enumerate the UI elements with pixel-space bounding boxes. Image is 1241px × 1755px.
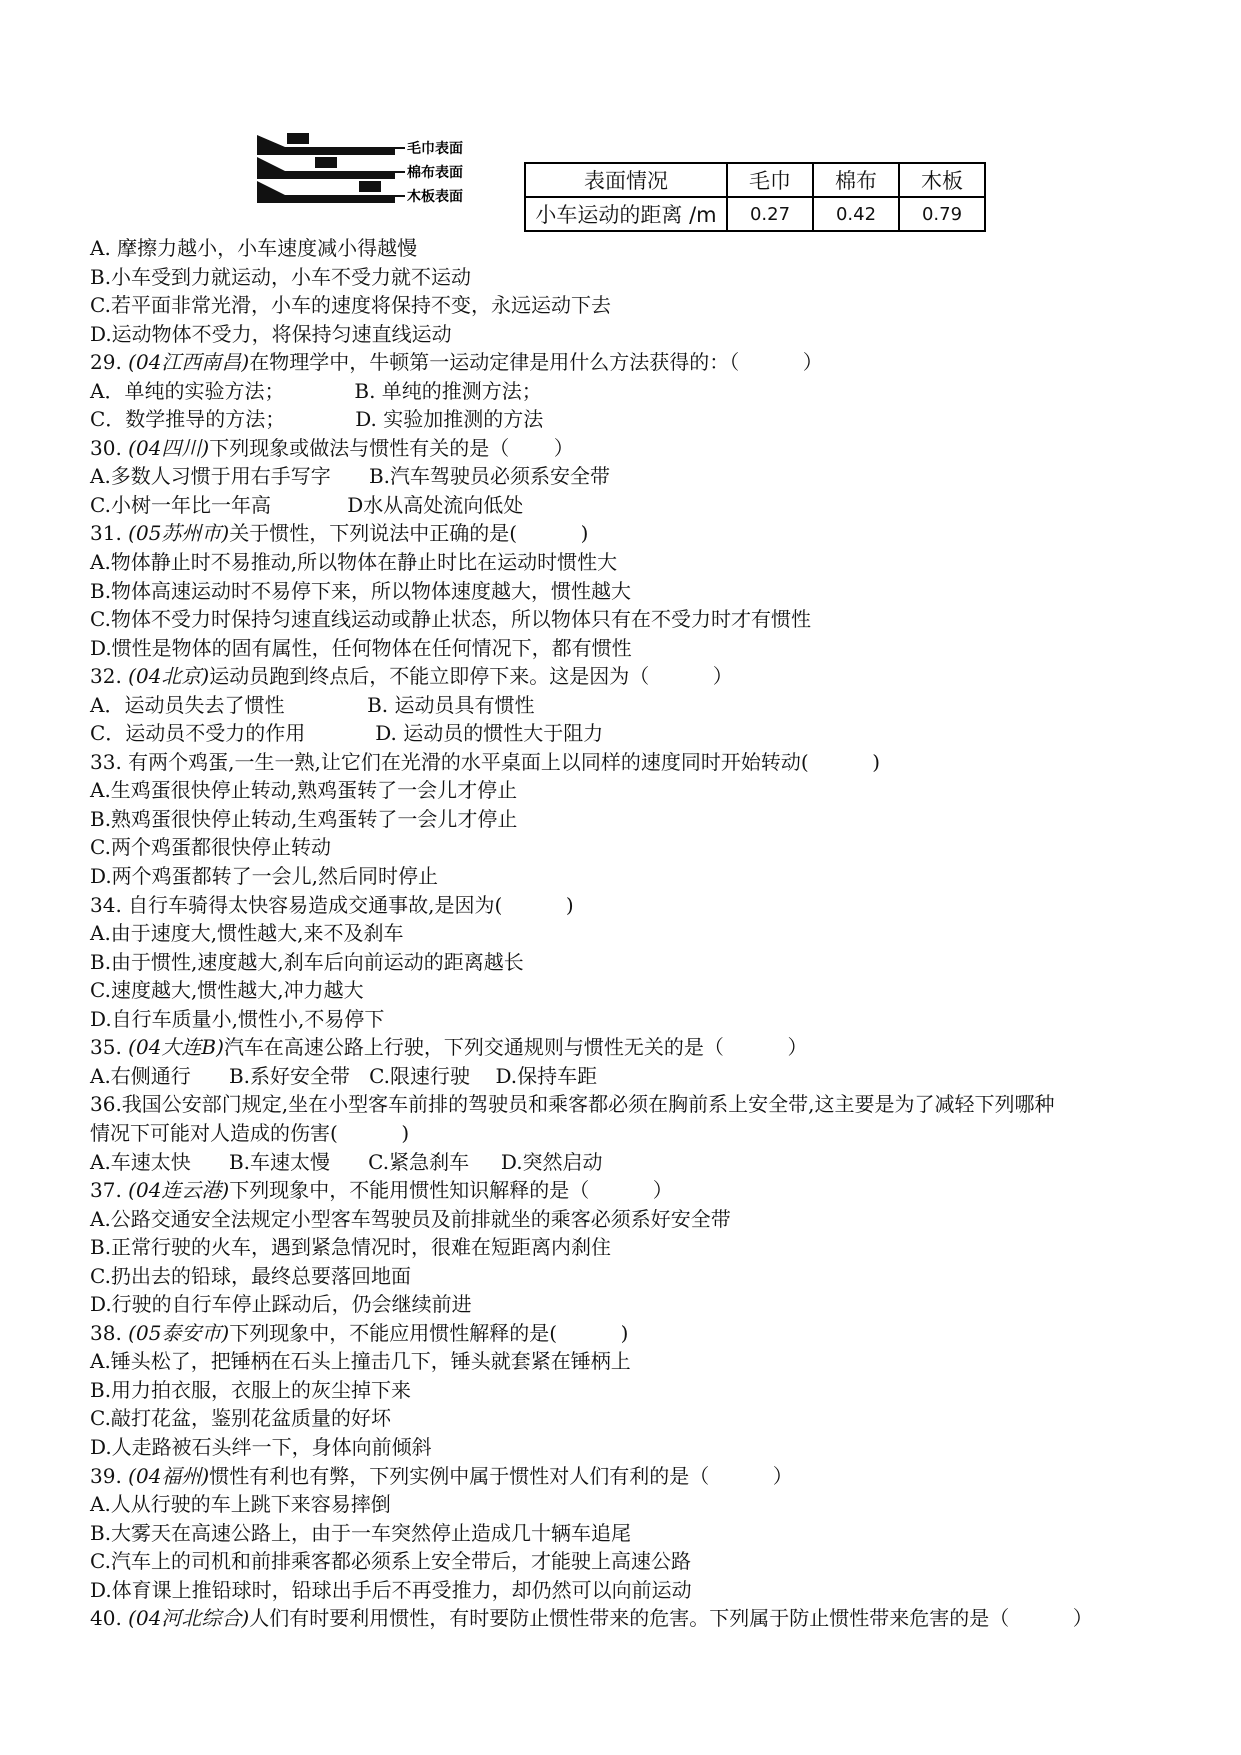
text-line [90, 1290, 1190, 1319]
header-wood: 木板 [899, 163, 985, 197]
text-line [90, 434, 1190, 463]
line-text: 35. [90, 1035, 129, 1060]
text-line [90, 1176, 1190, 1205]
line-text: 37. [90, 1178, 129, 1203]
line-text: C.若平面非常光滑，小车的速度将保持不变，永远运动下去 [90, 293, 611, 318]
text-line [90, 348, 1190, 377]
text-line [90, 862, 1190, 891]
line-text: 31. [90, 521, 129, 546]
text-line [90, 263, 1190, 292]
line-text: 惯性有利也有弊，下列实例中属于惯性对人们有利的是（ ） [209, 1463, 793, 1488]
text-line [90, 919, 1190, 948]
text-line [90, 634, 1190, 663]
text-line [90, 548, 1190, 577]
text-line [90, 405, 1190, 434]
line-text: 在物理学中，牛顿第一运动定律是用什么方法获得的：（ ） [249, 350, 823, 375]
line-text: A. 摩擦力越小，小车速度减小得越慢 [90, 236, 418, 260]
line-text: 下列现象或做法与惯性有关的是（ ） [209, 435, 574, 460]
source-tag: (04江西南昌) [128, 350, 250, 375]
source-tag: (05苏州市) [128, 521, 230, 546]
line-text: A.公路交通安全法规定小型客车驾驶员及前排就坐的乘客必须系好安全带 [90, 1206, 731, 1231]
line-text: B.由于惯性,速度越大,刹车后向前运动的距离越长 [90, 949, 524, 974]
text-line [90, 891, 1190, 920]
line-text: B.小车受到力就运动，小车不受力就不运动 [90, 264, 472, 289]
line-text: 人们有时要利用惯性，有时要防止惯性带来的危害。下列属于防止惯性带来危害的是（ ） [249, 1606, 1093, 1631]
line-text: 32. [90, 664, 129, 689]
text-line [90, 976, 1190, 1005]
text-line [90, 1433, 1190, 1462]
line-text: 30. [90, 435, 129, 460]
text-line [90, 1090, 1190, 1119]
line-text: 34. 自行车骑得太快容易造成交通事故,是因为( ) [90, 892, 574, 917]
line-text: C.扔出去的铅球，最终总要落回地面 [90, 1263, 411, 1288]
line-text: B.正常行驶的火车，遇到紧急情况时，很难在短距离内刹住 [90, 1235, 612, 1260]
line-text: 29. [90, 350, 129, 375]
line-text: A.车速太快 B.车速太慢 C.紧急刹车 D.突然启动 [90, 1149, 603, 1174]
text-line [90, 605, 1190, 634]
source-tag: (05泰安市) [128, 1320, 230, 1345]
text-line [90, 776, 1190, 805]
text-line [90, 291, 1190, 320]
table-header-row [525, 163, 985, 197]
text-line [90, 519, 1190, 548]
line-text: D.自行车质量小,惯性小,不易停下 [90, 1006, 385, 1031]
line-text: A．运动员失去了惯性 B. 运动员具有惯性 [90, 692, 535, 717]
line-text: 下列现象中，不能用惯性知识解释的是（ ） [229, 1178, 673, 1203]
line-text: A.由于速度大,惯性越大,来不及刹车 [90, 921, 404, 946]
label-wood-surface: 木板表面 [407, 189, 463, 205]
text-line [90, 1262, 1190, 1291]
text-line [90, 1519, 1190, 1548]
line-text: 36.我国公安部门规定,坐在小型客车前排的驾驶员和乘客都必须在胸前系上安全带,这主要是为了减轻下列哪种 [90, 1092, 1055, 1117]
text-line [90, 577, 1190, 606]
line-text: B.用力拍衣服，衣服上的灰尘掉下来 [90, 1377, 412, 1402]
line-text: C.两个鸡蛋都很快停止转动 [90, 835, 331, 860]
text-line [90, 1148, 1190, 1177]
row-label-distance: 小车运动的距离 /m [525, 197, 727, 231]
text-line [90, 662, 1190, 691]
line-text: 38. [90, 1320, 129, 1345]
text-line [90, 948, 1190, 977]
line-text: 情况下可能对人造成的伤害( ) [90, 1120, 410, 1145]
inclined-plane-figure [255, 133, 515, 213]
table-row [525, 197, 985, 231]
line-text: C．数学推导的方法； D. 实验加推测的方法 [90, 407, 544, 432]
text-line [90, 1462, 1190, 1491]
line-text: B.熟鸡蛋很快停止转动,生鸡蛋转了一会儿才停止 [90, 806, 518, 831]
text-line [90, 719, 1190, 748]
text-line [90, 833, 1190, 862]
line-text: D.体育课上推铅球时，铅球出手后不再受推力，却仍然可以向前运动 [90, 1577, 692, 1602]
header-surface-condition: 表面情况 [525, 163, 727, 197]
label-towel-surface: 毛巾表面 [407, 141, 463, 157]
surface-distance-table [524, 162, 986, 232]
text-line [90, 1604, 1190, 1633]
source-tag: (04北京) [128, 664, 210, 689]
line-text: C.物体不受力时保持匀速直线运动或静止状态，所以物体只有在不受力时才有惯性 [90, 607, 811, 632]
cart-2 [315, 157, 337, 168]
text-line [90, 1005, 1190, 1034]
text-line [90, 491, 1190, 520]
line-text: D.惯性是物体的固有属性，任何物体在任何情况下，都有惯性 [90, 635, 632, 660]
line-text: B.大雾天在高速公路上，由于一车突然停止造成几十辆车追尾 [90, 1520, 632, 1545]
distance-cloth: 0.42 [813, 197, 899, 231]
line-text: A.人从行驶的车上跳下来容易摔倒 [90, 1492, 391, 1517]
source-tag: (04福州) [128, 1463, 210, 1488]
header-cloth: 棉布 [813, 163, 899, 197]
line-text: A.物体静止时不易推动,所以物体在静止时比在运动时惯性大 [90, 550, 618, 575]
line-text: 关于惯性，下列说法中正确的是( ) [229, 521, 589, 546]
source-tag: (04大连B) [128, 1035, 224, 1060]
text-line [90, 1576, 1190, 1605]
line-text: 运动员跑到终点后，不能立即停下来。这是因为（ ） [209, 664, 733, 689]
text-line [90, 1319, 1190, 1348]
line-text: D.两个鸡蛋都转了一会儿,然后同时停止 [90, 864, 439, 889]
cart-1 [287, 133, 309, 144]
header-towel: 毛巾 [727, 163, 813, 197]
line-text: A.生鸡蛋很快停止转动,熟鸡蛋转了一会儿才停止 [90, 778, 518, 803]
inclined-plane-diagram [255, 133, 515, 213]
text-line [90, 805, 1190, 834]
line-text: A．单纯的实验方法； B. 单纯的推测方法； [90, 378, 542, 403]
text-line [90, 462, 1190, 491]
label-cloth-surface: 棉布表面 [407, 165, 463, 181]
text-line [90, 1376, 1190, 1405]
line-text: 40. [90, 1606, 129, 1631]
text-line [90, 1490, 1190, 1519]
distance-wood: 0.79 [899, 197, 985, 231]
text-line [90, 320, 1190, 349]
text-line [90, 748, 1190, 777]
line-text: C.速度越大,惯性越大,冲力越大 [90, 978, 364, 1003]
line-text: D.运动物体不受力，将保持匀速直线运动 [90, 321, 452, 346]
text-line [90, 1033, 1190, 1062]
line-text: C.敲打花盆，鉴别花盆质量的好坏 [90, 1406, 391, 1431]
text-line [90, 1347, 1190, 1376]
text-line [90, 691, 1190, 720]
line-text: D.行驶的自行车停止踩动后，仍会继续前进 [90, 1292, 472, 1317]
text-line [90, 1205, 1190, 1234]
source-tag: (04连云港) [128, 1178, 230, 1203]
source-tag: (04河北综合) [128, 1606, 250, 1631]
line-text: C.汽车上的司机和前排乘客都必须系上安全带后，才能驶上高速公路 [90, 1549, 691, 1574]
text-line [90, 1119, 1190, 1148]
line-text: 汽车在高速公路上行驶，下列交通规则与惯性无关的是（ ） [223, 1035, 808, 1060]
question-text [90, 234, 1190, 1633]
source-tag: (04四川) [128, 435, 210, 460]
line-text: C.小树一年比一年高 D水从高处流向低处 [90, 492, 524, 517]
text-line [90, 1404, 1190, 1433]
line-text: A.锤头松了，把锤柄在石头上撞击几下，锤头就套紧在锤柄上 [90, 1349, 631, 1374]
text-line [90, 1233, 1190, 1262]
distance-towel: 0.27 [727, 197, 813, 231]
text-line [90, 377, 1190, 406]
text-line [90, 1062, 1190, 1091]
text-line [90, 234, 1190, 263]
text-line [90, 1547, 1190, 1576]
cart-3 [359, 181, 381, 192]
line-text: 33. 有两个鸡蛋,一生一熟,让它们在光滑的水平桌面上以同样的速度同时开始转动( ) [90, 749, 881, 774]
line-text: 39. [90, 1463, 129, 1488]
line-text: C．运动员不受力的作用 D. 运动员的惯性大于阻力 [90, 721, 604, 746]
ramp-towel [257, 135, 395, 155]
line-text: 下列现象中，不能应用惯性解释的是( ) [229, 1320, 629, 1345]
line-text: A.右侧通行 B.系好安全带 C.限速行驶 D.保持车距 [90, 1063, 598, 1088]
line-text: A.多数人习惯于用右手写字 B.汽车驾驶员必须系安全带 [90, 464, 610, 489]
line-text: D.人走路被石头绊一下，身体向前倾斜 [90, 1434, 432, 1459]
line-text: B.物体高速运动时不易停下来，所以物体速度越大，惯性越大 [90, 578, 632, 603]
